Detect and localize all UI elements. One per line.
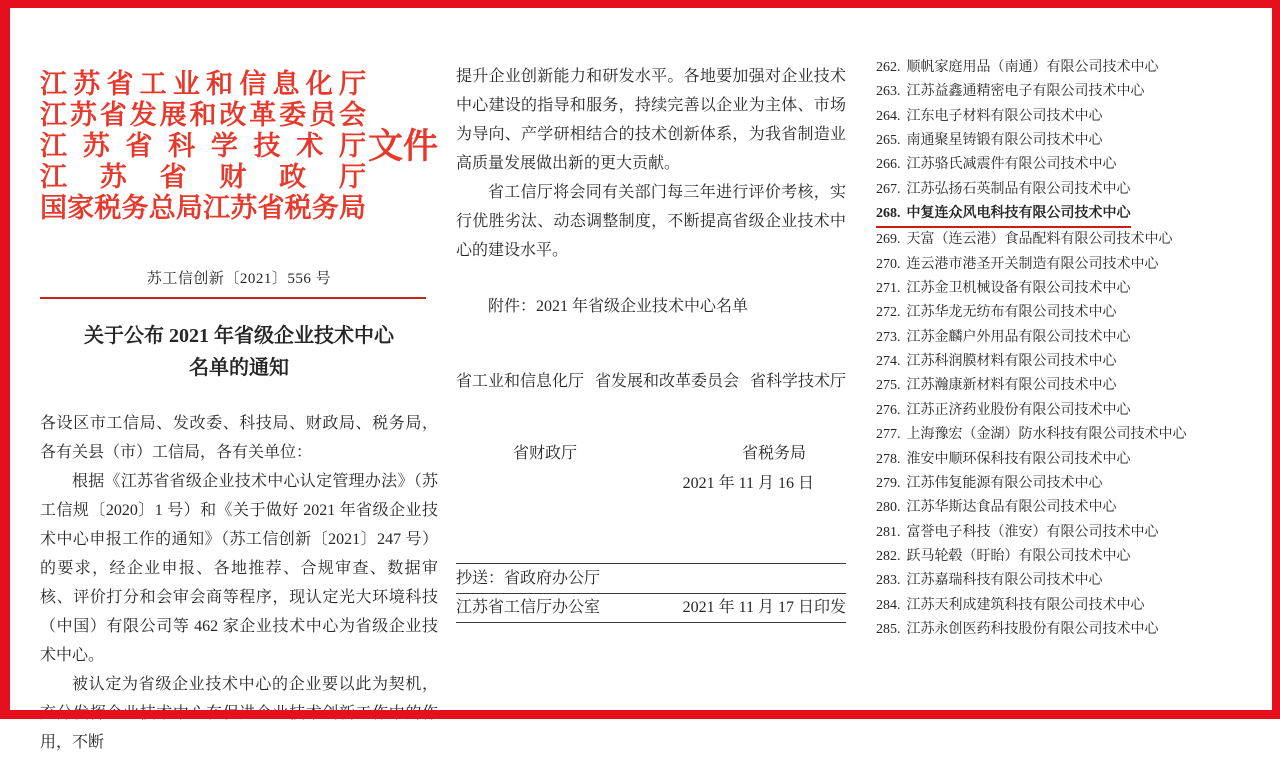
item-name: 跃马轮毂（盱眙）有限公司技术中心 [906,548,1131,564]
item-number: 265. [876,133,901,149]
signer-name: 省税务局 [741,445,806,462]
item-number: 275. [876,378,901,394]
item-number: 272. [876,305,901,321]
cc-line: 抄送：省政府办公厅 [456,563,846,593]
signer-name: 省发展和改革委员会 [594,373,739,390]
item-number: 268. [876,206,901,222]
item-name: 江苏骆氏减震件有限公司技术中心 [906,157,1117,173]
issuing-agency-list [40,69,366,224]
item-name: 江苏永创医药科技股份有限公司技术中心 [906,621,1159,637]
item-number: 282. [876,548,901,564]
item-number: 274. [876,354,901,370]
item-number: 269. [876,232,901,248]
item-number: 279. [876,475,901,491]
notice-title [40,320,438,384]
expectation-paragraph-start: 被认定为省级企业技术中心的企业要以此为契机，充分发挥企业技术中心在促进企业技术创新工作中的作用，不断 [40,676,438,751]
technology-center-item [876,472,1216,496]
issuing-agency-line: 江苏省科学技术厅 [40,131,366,161]
item-name: 连云港市港圣开关制造有限公司技术中心 [906,256,1159,272]
document-page-3 [876,8,1216,642]
item-number: 285. [876,621,901,637]
technology-center-item [876,496,1216,520]
item-name: 江苏金卫机械设备有限公司技术中心 [906,281,1131,297]
signer-name: 省财政厅 [513,445,578,462]
technology-center-item [876,545,1216,569]
issuing-agency-line: 江苏省工业和信息化厅 [40,69,366,99]
item-number: 284. [876,597,901,613]
issuing-agency-line: 国家税务总局江苏省税务局 [40,193,366,223]
item-name: 江苏瀚康新材料有限公司技术中心 [906,378,1117,394]
item-number: 267. [876,181,901,197]
technology-center-item [876,569,1216,593]
item-name: 上海豫宏（金湖）防水科技有限公司技术中心 [906,427,1187,443]
item-number: 263. [876,84,901,100]
item-number: 264. [876,108,901,124]
notice-title-line1: 关于公布 2021 年省级企业技术中心 [84,325,394,347]
item-name: 江苏伟复能源有限公司技术中心 [906,475,1103,491]
technology-center-item [876,618,1216,642]
item-name: 南通聚星铸锻有限公司技术中心 [906,133,1103,149]
item-number: 281. [876,524,901,540]
item-number: 276. [876,402,901,418]
technology-center-item [876,80,1216,104]
attachment-line: 附件：2021 年省级企业技术中心名单 [488,298,749,315]
print-date: 2021 年 11 月 17 日印发 [682,599,846,616]
technology-center-item [876,326,1216,350]
issuing-agency-line: 江苏省财政厅 [40,162,366,192]
technology-center-item [876,374,1216,398]
notice-title-line2: 名单的通知 [189,357,289,379]
item-number: 271. [876,281,901,297]
item-number: 280. [876,500,901,516]
technology-center-item [876,56,1216,80]
issuing-office: 江苏省工信厅办公室 [456,599,601,616]
technology-center-item [876,521,1216,545]
red-divider-rule [40,297,426,299]
document-number: 苏工信创新〔2021〕556 号 [146,271,332,287]
document-page-2 [456,8,846,702]
technology-center-item [876,178,1216,202]
technology-center-item [876,423,1216,447]
technology-center-item [876,129,1216,153]
item-number: 270. [876,256,901,272]
issue-line [456,593,846,623]
salutation-paragraph: 各设区市工信局、发改委、科技局、财政局、税务局，各有关县（市）工信局，各有关单位： [40,415,438,461]
item-name: 天富（连云港）食品配料有限公司技术中心 [906,232,1173,248]
issuing-agency-line: 江苏省发展和改革委员会 [40,100,366,130]
item-name: 江苏嘉瑞科技有限公司技术中心 [906,573,1103,589]
technology-center-item [876,277,1216,301]
item-name: 江苏弘扬石英制品有限公司技术中心 [906,181,1131,197]
item-name: 江苏金麟户外用品有限公司技术中心 [906,329,1131,345]
item-name: 江苏华龙无纺布有限公司技术中心 [906,305,1117,321]
technology-center-item [876,350,1216,374]
technology-center-item [876,228,1216,252]
technology-center-item [876,105,1216,129]
item-name: 江东电子材料有限公司技术中心 [906,108,1103,124]
signature-row-2 [456,439,846,468]
signer-name: 省科学技术厅 [749,373,846,390]
item-number: 277. [876,427,901,443]
item-name: 富誉电子科技（淮安）有限公司技术中心 [906,524,1159,540]
item-name: 江苏正济药业股份有限公司技术中心 [906,402,1131,418]
technology-center-item [876,301,1216,325]
item-name: 顺帆家庭用品（南通）有限公司技术中心 [906,60,1159,75]
item-number: 266. [876,157,901,173]
technology-center-item [876,399,1216,423]
technology-center-item [876,253,1216,277]
technology-center-item [876,448,1216,472]
item-name: 江苏益鑫通精密电子有限公司技术中心 [906,84,1145,100]
signer-name: 省工业和信息化厅 [456,373,585,390]
technology-center-item [876,153,1216,177]
item-number: 278. [876,451,901,467]
item-number: 262. [876,60,901,75]
basis-paragraph: 根据《江苏省省级企业技术中心认定管理办法》（苏工信规〔2020〕1 号）和《关于做好 2021 年省级企业技术中心申报工作的通知》（苏工信创新〔2021〕247 号）的要求，经企业申报、各地推荐、合规审查、数据审核、评价打分和会审会商等程序，现认定光大环境科技（中国）有限公司等 462 家企业技术中心为省级企业技术中心。 [40,473,438,664]
technology-center-item [876,594,1216,618]
expectation-paragraph-continued: 提升企业创新能力和研发水平。各地要加强对企业技术中心建设的指导和服务，持续完善以企业为主体、市场为导向、产学研相结合的技术创新体系，为我省制造业高质量发展做出新的更大贡献。 [456,68,846,172]
item-name: 中复连众风电科技有限公司技术中心 [906,206,1131,222]
item-name: 江苏科润膜材料有限公司技术中心 [906,354,1117,370]
document-word: 文件 [367,127,438,166]
document-page-1 [40,8,438,757]
item-number: 273. [876,329,901,345]
item-name: 江苏华斯达食品有限公司技术中心 [906,500,1117,516]
technology-center-item [876,202,1131,228]
item-number: 283. [876,573,901,589]
signature-date: 2021 年 11 月 16 日 [682,475,814,492]
letterhead [40,69,438,224]
document-footer [456,563,846,623]
review-paragraph: 省工信厅将会同有关部门每三年进行评价考核，实行优胜劣汰、动态调整制度，不断提高省级企业技术中心的建设水平。 [456,184,846,259]
technology-center-list [876,56,1216,642]
signature-row-1 [456,367,846,396]
item-name: 江苏天利成建筑科技有限公司技术中心 [906,597,1145,613]
item-name: 淮安中顺环保科技有限公司技术中心 [906,451,1131,467]
